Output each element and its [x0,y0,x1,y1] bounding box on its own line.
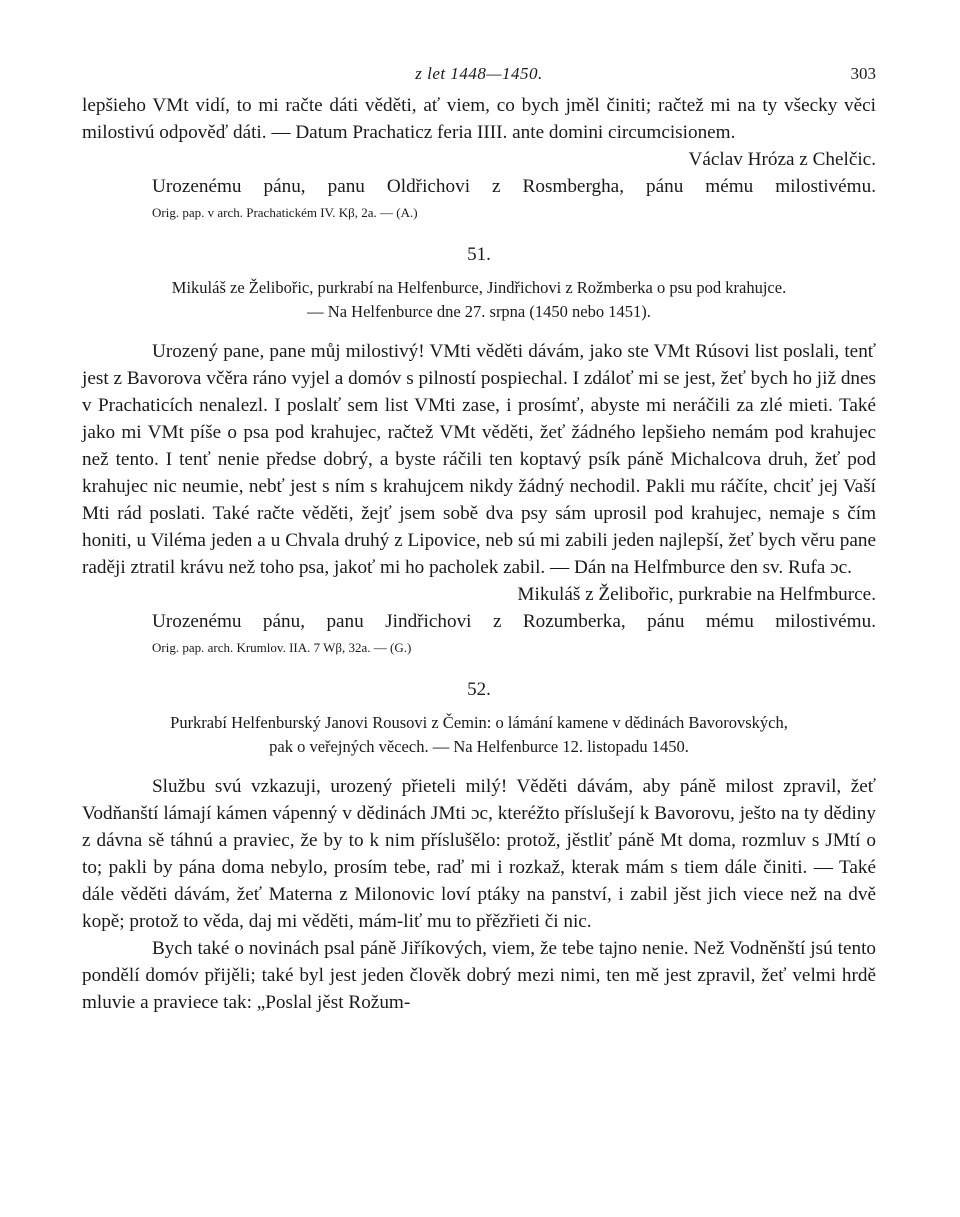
letter-50-address: Urozenému pánu, panu Oldřichovi z Rosmbergha, pánu mému milostivému. [152,176,876,197]
running-title: z let 1448—1450. [415,64,543,83]
running-head [82,58,876,92]
letter-52-regest [82,711,876,759]
letter-52-regest-line2: pak o veřejných věcech. — Na Helfenburce 12. listopadu 1450. [269,737,689,756]
letter-51-source: Orig. pap. arch. Krumlov. IIA. 7 Wβ, 32a. — (G.) [152,640,412,655]
letter-50-source: Orig. pap. v arch. Prachatickém IV. Kβ, 2a. — (A.) [152,205,418,220]
letter-52-paragraph-1: Službu svú vzkazuji, urozený přieteli milý! Věděti dávám, aby páně milost zpravil, žeť Vodňanští lámají kámen vápenný v dědinách JMti ɔc, kteréžto příslušejí k Bavorovu, ješto na ty dědiny z dávna sě táhnú a praviec, že by to k nim příslušělo: protož, jěstliť páně Mt doma, rozmluv s JMtí o to; pakli by pána doma nebylo, prosím tebe, raď mi i rozkaž, kterak mám s tiem dále činiti. — Také dále věděti dávám, žeť Materna z Milonovic loví ptáky na panství, i zabil jěst jich viece než na dvě kopě; protož to věda, daj mi věděti, mám-liť mu to přězřieti či nic. [82,776,876,932]
letter-52-number: 52. [467,679,491,700]
letter-52 [82,677,876,1016]
letter-51-number: 51. [467,244,491,265]
book-page [82,58,876,1016]
letter-50-end [82,92,876,224]
letter-51-signature: Mikuláš z Želibořic, purkrabie na Helfmburce. [517,584,876,605]
letter-50-body: lepšieho VMt vidí, to mi račte dáti věděti, ať viem, co bych jměl činiti; račtež mi na ty všecky věci milostivú odpověď dáti. — Datum Prachaticz feria IIII. ante domini circumcisionem. [82,95,876,143]
letter-51 [82,242,876,659]
letter-51-regest-line1: Mikuláš ze Želibořic, purkrabí na Helfenburce, Jindřichovi z Rožmberka o psu pod krahujce. [171,278,787,297]
letter-51-address: Urozenému pánu, panu Jindřichovi z Rozumberka, pánu mému milostivému. [152,611,876,632]
letter-51-regest [82,276,876,324]
letter-50-signature: Václav Hróza z Chelčic. [688,149,876,170]
letter-52-paragraph-2: Bych také o novinách psal páně Jiříkových, viem, že tebe tajno nenie. Než Vodněnští jsú tento pondělí domóv přijěli; také byl jest jeden člověk dobrý mezi nimi, ten mě jest zpravil, žeť velmi hrdě mluvie a praviece tak: „Poslal jěst Rožum- [82,938,876,1013]
letter-51-regest-line2: — Na Helfenburce dne 27. srpna (1450 nebo 1451). [307,302,651,321]
page-number: 303 [850,64,876,83]
letter-52-regest-line1: Purkrabí Helfenburský Janovi Rousovi z Čemin: o lámání kamene v dědinách Bavorovských, [170,713,788,732]
letter-51-body: Urozený pane, pane můj milostivý! VMti věděti dávám, jako ste VMt Rúsovi list poslali, tenť jest z Bavorova včěra ráno vyjel a domóv s pilností pospiechal. I zdáloť mi se jest, žeť bych ho již dnes v Prachaticích nenalezl. I poslalť sem list VMti zase, i prosímť, abyste mi neráčili za zlé mieti. Také jako mi VMt píše o psa pod krahujec, račtež VMt věděti, žeť žádného lepšieho nemám pod krahujec než tento. I tenť nenie předse dobrý, a byste ráčili ten koptavý psík páně Michalcova druh, žeť pod krahujec nic neumie, nebť jest s ním s krahujcem nikdy žádný nechodil. Pakli mu ráčíte, chciť jej Vaší Mti rád poslati. Také račte věděti, žejť jsem sobě dva psy sám uprosil pod krahujec, nemaje s čím honiti, u Viléma jeden a u Chvala druhý z Lipovice, neb sú mi zabili jeden najlepší, žeť bych věru pane raději ztratil krávu než toho psa, jakoť mi ho pacholek zabil. — Dán na Helfmburce den sv. Rufa ɔc. [82,341,876,578]
